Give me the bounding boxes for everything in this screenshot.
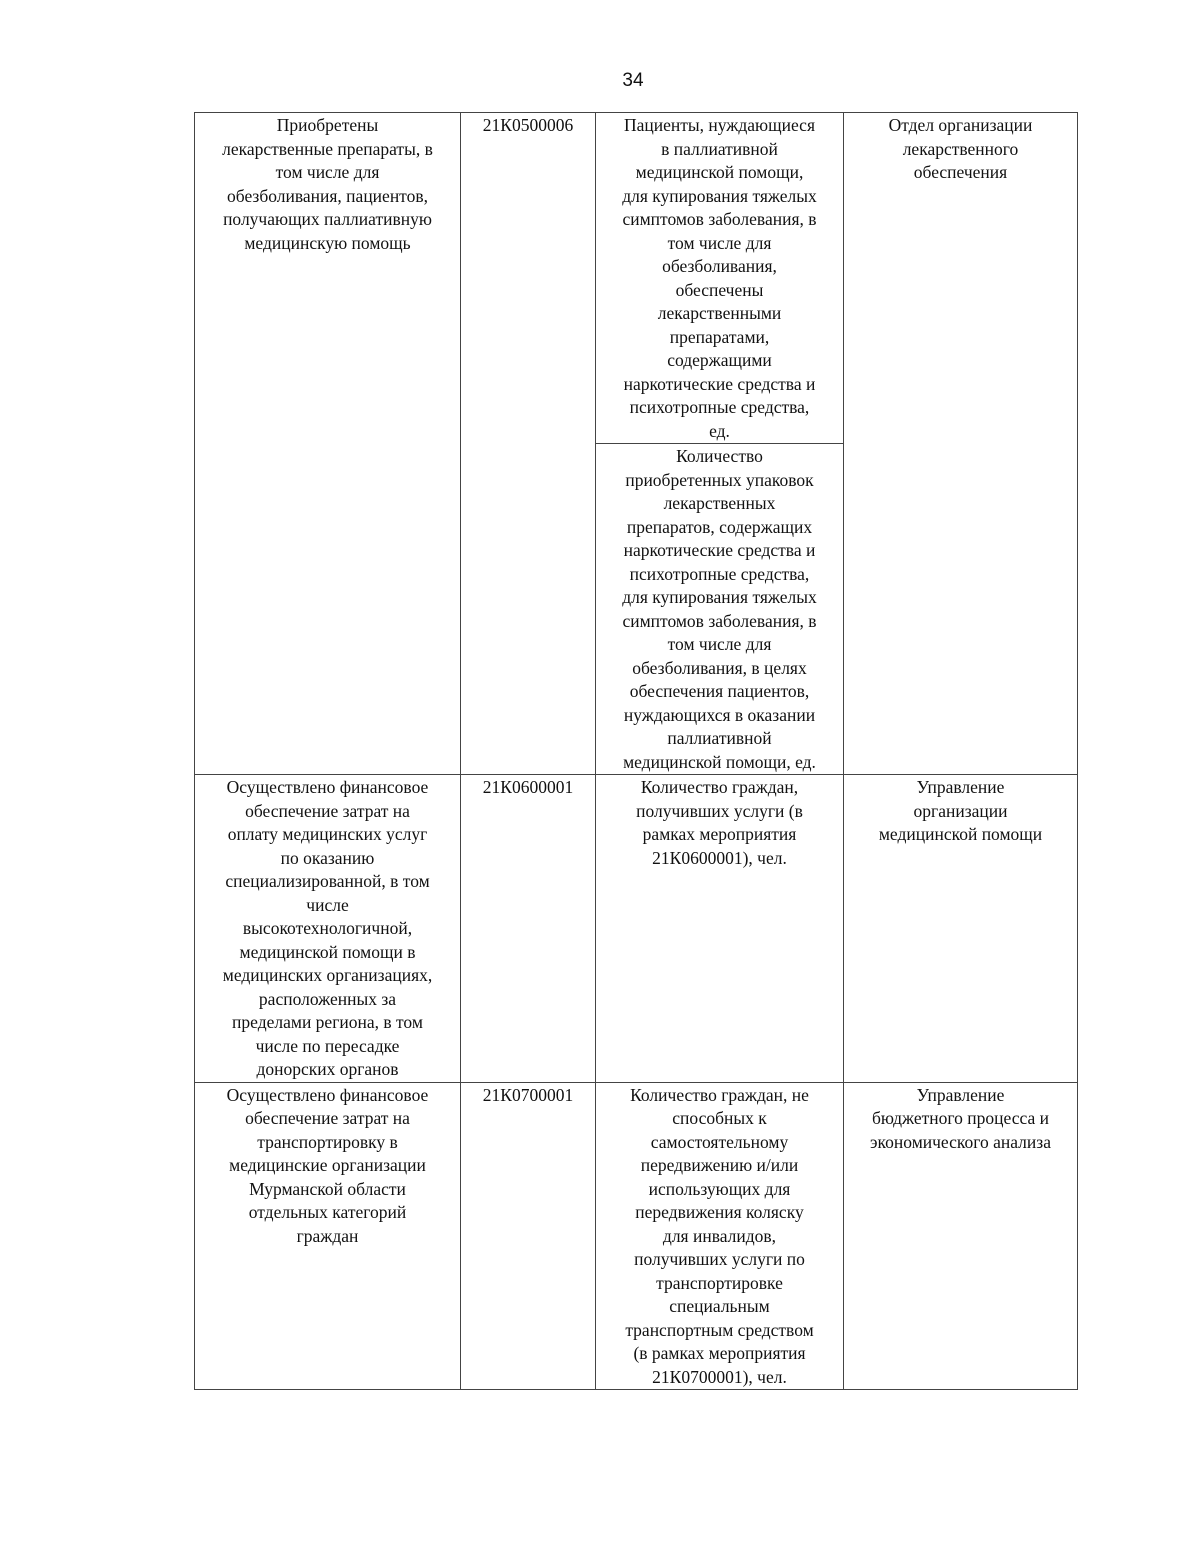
responsible-cell: Отдел организации лекарственного обеспечения (844, 113, 1078, 775)
code-cell: 21К0500006 (461, 113, 596, 775)
result-cell: Осуществлено финансовое обеспечение затрат на оплату медицинских услуг по оказанию специализированной, в том числе высокотехнологичной, медицинской помощи в медицинских организациях, расположенных за пределами региона, в том числе по пересадке донорских органов (195, 775, 461, 1083)
table-row (195, 113, 1078, 444)
indicator-cell: Количество граждан, не способных к самостоятельному передвижению и/или использующих для передвижения коляску для инвалидов, получивших услуги по транспортировке специальным транспортным средством (в рамках мероприятия 21К0700001), чел. (596, 1082, 844, 1390)
code-cell: 21К0700001 (461, 1082, 596, 1390)
result-cell: Приобретены лекарственные препараты, в том числе для обезболивания, пациентов, получающих паллиативную медицинскую помощь (195, 113, 461, 775)
code-cell: 21К0600001 (461, 775, 596, 1083)
result-cell: Осуществлено финансовое обеспечение затрат на транспортировку в медицинские организации Мурманской области отдельных категорий граждан (195, 1082, 461, 1390)
table-row (195, 1082, 1078, 1390)
responsible-cell: Управление организации медицинской помощи (844, 775, 1078, 1083)
activities-table (194, 112, 1078, 1390)
indicator-cell: Количество приобретенных упаковок лекарственных препаратов, содержащих наркотические средства и психотропные средства, для купирования тяжелых симптомов заболевания, в том числе для обезболивания, в целях обеспечения пациентов, нуждающихся в оказании паллиативной медицинской помощи, ед. (596, 444, 844, 775)
indicator-cell: Количество граждан, получивших услуги (в рамках мероприятия 21К0600001), чел. (596, 775, 844, 1083)
table-row (195, 775, 1078, 1083)
indicator-cell: Пациенты, нуждающиеся в паллиативной медицинской помощи, для купирования тяжелых симптомов заболевания, в том числе для обезболивания, обеспечены лекарственными препаратами, содержащими наркотические средства и психотропные средства, ед. (596, 113, 844, 444)
responsible-cell: Управление бюджетного процесса и экономического анализа (844, 1082, 1078, 1390)
page-number: 34 (622, 70, 644, 91)
